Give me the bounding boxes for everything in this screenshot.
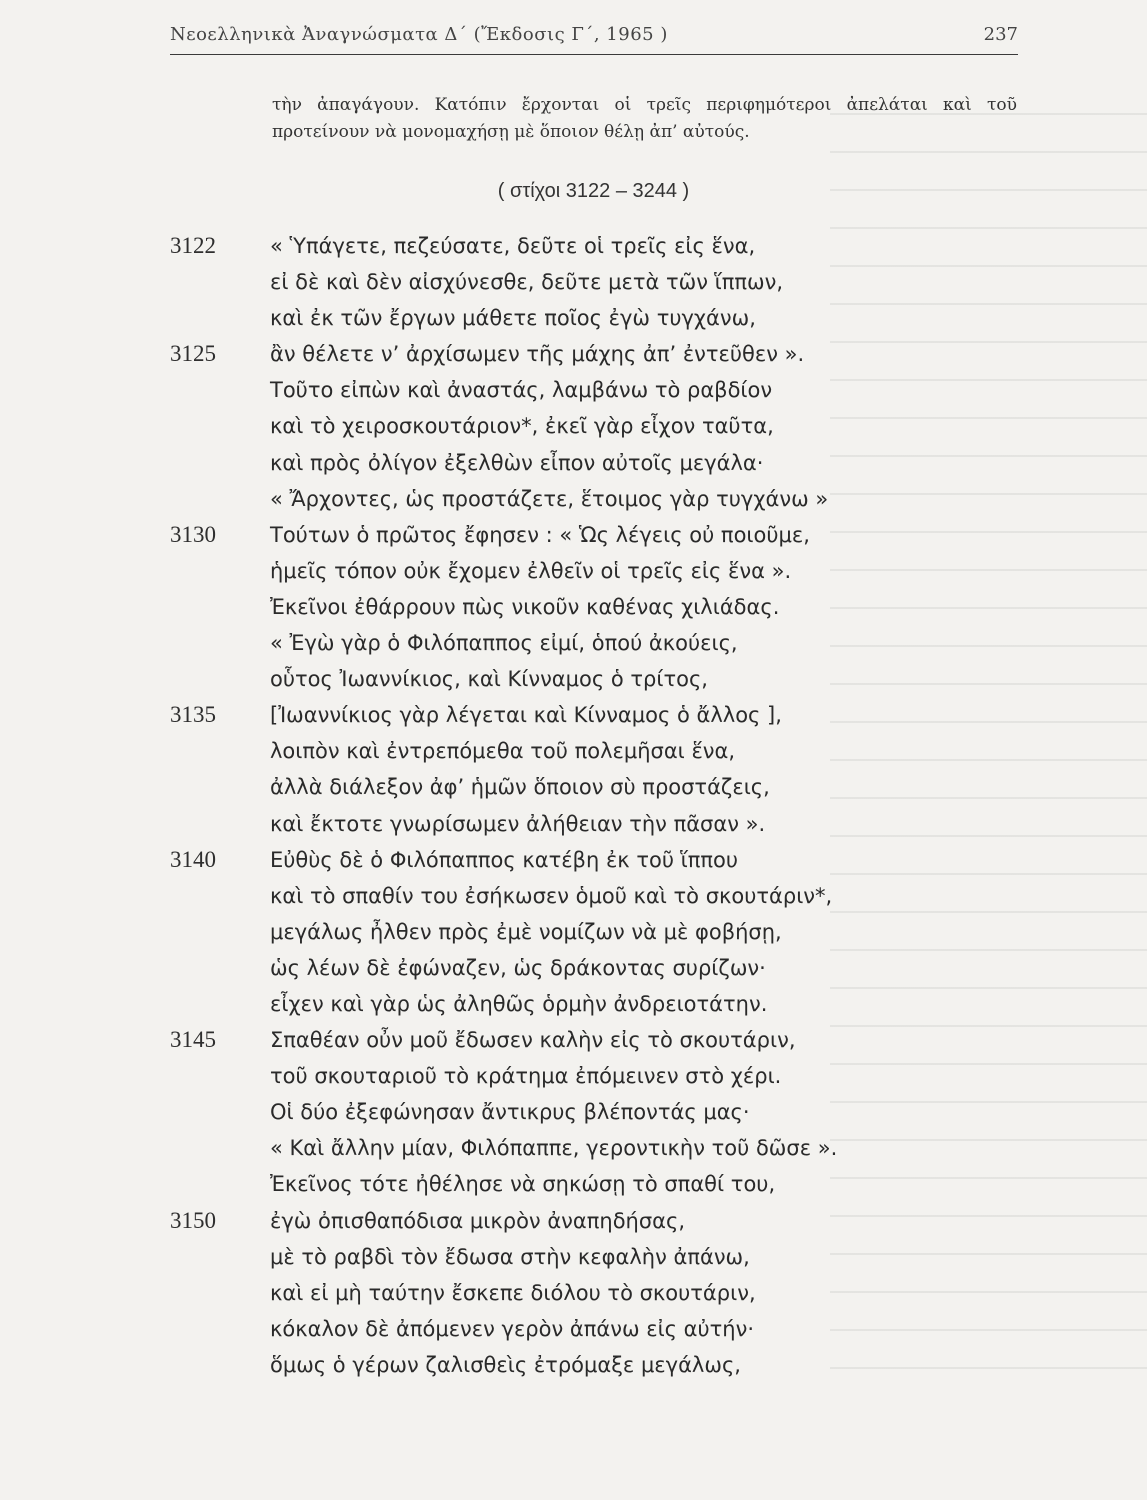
line-text: ἂν θέλετε ν’ ἀρχίσωμεν τῆς μάχης ἀπ’ ἐντεῦθεν ». [270, 342, 805, 367]
line-number: 3150 [170, 1207, 216, 1233]
poem-line [170, 1058, 1000, 1094]
line-text: καὶ τὸ σπαθίν του ἐσήκωσεν ὁμοῦ καὶ τὸ σκουτάριν*, [270, 883, 833, 908]
line-number: 3125 [170, 341, 216, 367]
intro-summary [272, 92, 1017, 146]
poem-line [170, 1130, 1000, 1166]
line-text: [Ἰωαννίκιος γὰρ λέγεται καὶ Κίνναμος ὁ ἄλλος ], [270, 703, 782, 728]
line-text: τοῦ σκουταριοῦ τὸ κράτημα ἐπόμεινεν στὸ χέρι. [270, 1064, 782, 1089]
poem-line [170, 408, 1000, 444]
intro-text: τὴν ἀπαγάγουν. Κατόπιν ἔρχονται οἱ τρεῖς περιφημότεροι ἀπελάται καὶ τοῦ προτείνουν νὰ μονομαχήσῃ μὲ ὅποιον θέλῃ ἀπ’ αὐτούς. [272, 95, 1017, 142]
line-text: Ἐκεῖνοι ἐθάρρουν πὼς νικοῦν καθένας χιλιάδας. [270, 594, 780, 619]
line-text: Εὐθὺς δὲ ὁ Φιλόπαππος κατέβη ἐκ τοῦ ἵππου [270, 847, 739, 872]
line-text: ὅμως ὁ γέρων ζαλισθεὶς ἐτρόμαξε μεγάλως, [270, 1352, 741, 1377]
poem-line [170, 1203, 1000, 1239]
line-number: 3135 [170, 702, 216, 728]
page-number: 237 [983, 24, 1018, 45]
line-text: « Καὶ ἄλλην μίαν, Φιλόπαππε, γεροντικὴν τοῦ δῶσε ». [270, 1136, 838, 1161]
poem-line [170, 1347, 1000, 1383]
poem-line [170, 300, 1000, 336]
poem-line [170, 806, 1000, 842]
poem-line [170, 228, 1000, 264]
poem-line [170, 842, 1000, 878]
poem-line [170, 445, 1000, 481]
line-text: « Ἄρχοντες, ὡς προστάζετε, ἕτοιμος γὰρ τυγχάνω » [270, 486, 829, 511]
poem-line [170, 1022, 1000, 1058]
line-text: Τοῦτο εἰπὼν καὶ ἀναστάς, λαμβάνω τὸ ραβδίον [270, 378, 773, 403]
poem-line [170, 878, 1000, 914]
running-head: Νεοελληνικὰ Ἀναγνώσματα Δ΄ (Ἔκδοσις Γ΄, 1965 ) [170, 24, 668, 45]
line-text: Τούτων ὁ πρῶτος ἔφησεν : « Ὡς λέγεις οὐ ποιοῦμε, [270, 522, 810, 547]
line-text: εἰ δὲ καὶ δὲν αἰσχύνεσθε, δεῦτε μετὰ τῶν ἵππων, [270, 270, 784, 295]
page-header [170, 18, 1018, 55]
poem-line [170, 336, 1000, 372]
poem [170, 228, 1000, 1383]
line-text: λοιπὸν καὶ ἐντρεπόμεθα τοῦ πολεμῆσαι ἕνα, [270, 739, 736, 764]
line-text: « Ὑπάγετε, πεζεύσατε, δεῦτε οἱ τρεῖς εἰς ἕνα, [270, 234, 756, 258]
poem-line [170, 517, 1000, 553]
line-text: Σπαθέαν οὖν μοῦ ἔδωσεν καλὴν εἰς τὸ σκουτάριν, [270, 1028, 796, 1053]
line-number: 3140 [170, 846, 216, 872]
line-text: μὲ τὸ ραβδὶ τὸν ἔδωσα στὴν κεφαλὴν ἀπάνω, [270, 1244, 750, 1269]
poem-line [170, 481, 1000, 517]
poem-line [170, 914, 1000, 950]
line-text: οὗτος Ἰωαννίκιος, καὶ Κίνναμος ὁ τρίτος, [270, 667, 708, 692]
line-text: καὶ ἐκ τῶν ἔργων μάθετε ποῖος ἐγὼ τυγχάνω, [270, 306, 756, 331]
poem-line [170, 1239, 1000, 1275]
line-text: εἶχεν καὶ γὰρ ὡς ἀληθῶς ὁρμὴν ἀνδρειοτάτην. [270, 991, 768, 1016]
line-text: ἐγὼ ὀπισθαπόδισα μικρὸν ἀναπηδήσας, [270, 1208, 686, 1233]
verse-range: ( στίχοι 3122 – 3244 ) [497, 180, 690, 202]
poem-line [170, 661, 1000, 697]
poem-line [170, 372, 1000, 408]
line-text: καὶ εἰ μὴ ταύτην ἔσκεπε διόλου τὸ σκουτάριν, [270, 1280, 756, 1305]
line-text: κόκαλον δὲ ἀπόμενεν γερὸν ἀπάνω εἰς αὐτήν· [270, 1316, 755, 1341]
line-number: 3145 [170, 1027, 216, 1053]
line-text: καὶ ἔκτοτε γνωρίσωμεν ἀλήθειαν τὴν πᾶσαν ». [270, 811, 766, 836]
poem-line [170, 733, 1000, 769]
poem-line [170, 950, 1000, 986]
line-text: « Ἐγὼ γὰρ ὁ Φιλόπαππος εἰμί, ὁπού ἀκούεις, [270, 631, 738, 656]
line-text: μεγάλως ἦλθεν πρὸς ἐμὲ νομίζων νὰ μὲ φοβήσῃ, [270, 919, 782, 944]
poem-line [170, 697, 1000, 733]
poem-line [170, 264, 1000, 300]
poem-line [170, 589, 1000, 625]
line-text: καὶ πρὸς ὀλίγον ἐξελθὼν εἶπον αὐτοῖς μεγάλα· [270, 450, 764, 475]
line-number: 3130 [170, 521, 216, 547]
line-text: Οἱ δύο ἐξεφώνησαν ἄντικρυς βλέποντάς μας· [270, 1100, 750, 1125]
line-text: ἀλλὰ διάλεξον ἀφ’ ἡμῶν ὅποιον σὺ προστάζεις, [270, 775, 770, 800]
poem-line [170, 1094, 1000, 1130]
poem-line [170, 625, 1000, 661]
poem-line [170, 1311, 1000, 1347]
poem-line [170, 986, 1000, 1022]
line-text: ἡμεῖς τόπον οὐκ ἔχομεν ἐλθεῖν οἱ τρεῖς εἰς ἕνα ». [270, 558, 792, 583]
poem-line [170, 769, 1000, 805]
line-text: ὡς λέων δὲ ἐφώναζεν, ὡς δράκοντας συρίζων· [270, 955, 766, 980]
line-text: καὶ τὸ χειροσκουτάριον*, ἐκεῖ γὰρ εἶχον ταῦτα, [270, 414, 774, 439]
poem-line [170, 1275, 1000, 1311]
line-text: Ἐκεῖνος τότε ἠθέλησε νὰ σηκώσῃ τὸ σπαθί του, [270, 1172, 776, 1197]
poem-line [170, 1166, 1000, 1202]
poem-line [170, 553, 1000, 589]
line-number: 3122 [170, 233, 216, 258]
